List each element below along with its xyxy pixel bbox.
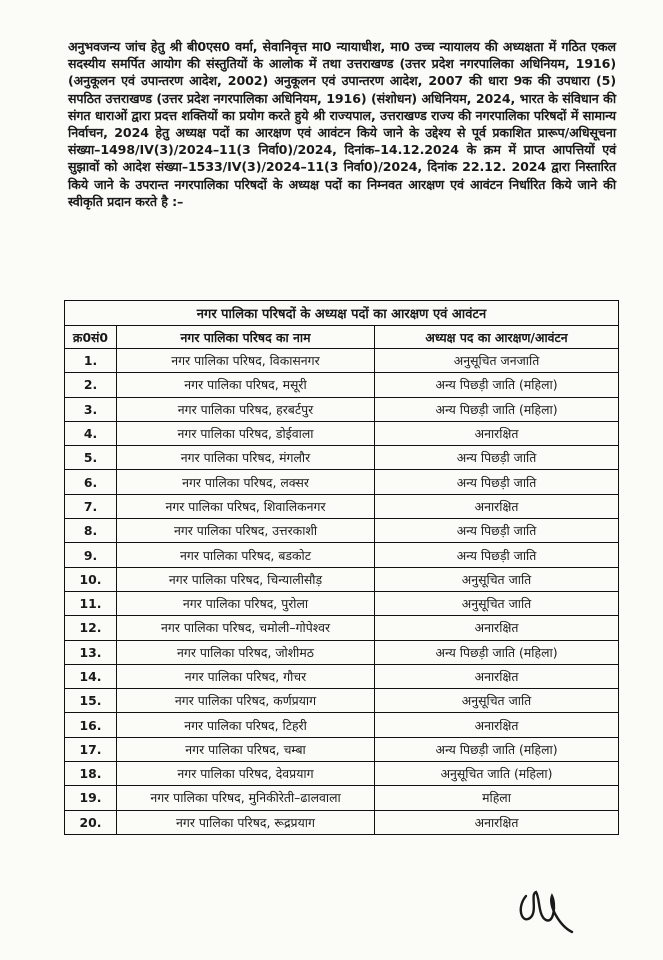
allocation-cell: अन्य पिछड़ी जाति (महिला): [375, 397, 619, 421]
table-row: [65, 810, 619, 834]
serial-cell: 9.: [65, 543, 117, 567]
allocation-cell: महिला: [375, 786, 619, 810]
serial-cell: 19.: [65, 786, 117, 810]
allocation-cell: अनारक्षित: [375, 494, 619, 518]
allocation-cell: अनुसूचित जाति: [375, 591, 619, 615]
allocation-cell: अन्य पिछड़ी जाति: [375, 470, 619, 494]
council-name-cell: नगर पालिका परिषद, जोशीमठ: [117, 640, 375, 664]
table-row: [65, 786, 619, 810]
allocation-cell: अन्य पिछड़ी जाति (महिला): [375, 373, 619, 397]
allocation-cell: अनुसूचित जाति (महिला): [375, 762, 619, 786]
table-row: [65, 421, 619, 445]
table-row: [65, 543, 619, 567]
allocation-table: [64, 300, 619, 835]
allocation-cell: अन्य पिछड़ी जाति: [375, 519, 619, 543]
allocation-cell: अनारक्षित: [375, 810, 619, 834]
serial-cell: 5.: [65, 446, 117, 470]
serial-cell: 2.: [65, 373, 117, 397]
allocation-cell: अनारक्षित: [375, 664, 619, 688]
header-allocation: अध्यक्ष पद का आरक्षण/आवंटन: [375, 326, 619, 349]
council-name-cell: नगर पालिका परिषद, चम्बा: [117, 737, 375, 761]
council-name-cell: नगर पालिका परिषद, गौचर: [117, 664, 375, 688]
serial-cell: 16.: [65, 713, 117, 737]
table-row: [65, 762, 619, 786]
council-name-cell: नगर पालिका परिषद, मंगलौर: [117, 446, 375, 470]
table-row: [65, 349, 619, 373]
council-name-cell: नगर पालिका परिषद, रूद्रप्रयाग: [117, 810, 375, 834]
table-row: [65, 616, 619, 640]
table-row: [65, 397, 619, 421]
serial-cell: 7.: [65, 494, 117, 518]
intro-paragraph: [68, 38, 616, 210]
serial-cell: 12.: [65, 616, 117, 640]
header-serial: क्र0सं0: [65, 326, 117, 349]
council-name-cell: नगर पालिका परिषद, कर्णप्रयाग: [117, 689, 375, 713]
allocation-cell: अनारक्षित: [375, 421, 619, 445]
allocation-cell: अनुसूचित जाति: [375, 567, 619, 591]
table-row: [65, 713, 619, 737]
allocation-cell: अन्य पिछड़ी जाति: [375, 446, 619, 470]
council-name-cell: नगर पालिका परिषद, चमोली–गोपेश्वर: [117, 616, 375, 640]
table-row: [65, 519, 619, 543]
serial-cell: 20.: [65, 810, 117, 834]
table-body: [65, 349, 619, 835]
allocation-cell: अनुसूचित जाति: [375, 689, 619, 713]
signature-icon: [512, 886, 580, 938]
council-name-cell: नगर पालिका परिषद, बडकोट: [117, 543, 375, 567]
serial-cell: 17.: [65, 737, 117, 761]
council-name-cell: नगर पालिका परिषद, पुरोला: [117, 591, 375, 615]
council-name-cell: नगर पालिका परिषद, देवप्रयाग: [117, 762, 375, 786]
serial-cell: 11.: [65, 591, 117, 615]
intro-text: अनुभवजन्य जांच हेतु श्री बी0एस0 वर्मा, सेवानिवृत्त मा0 न्यायाधीश, मा0 उच्च न्यायालय की अध्यक्षता में गठित एकल सदस्यीय समर्पित आयोग की संस्तुतियों के आलोक में तथा उत्तराखण्ड (उत्तर प्रदेश नगरपालिका अधिनियम, 1916) (अनुकूलन एवं उपान्तरण आदेश, 2002) अनुकूलन एवं उपान्तरण आदेश, 2007 की धारा 9क की उपधारा (5) सपठित उत्तराखण्ड (उत्तर प्रदेश नगरपालिका अधिनियम, 1916) (संशोधन) अधिनियम, 2024, भारत के संविधान की संगत धाराओं द्वारा प्रदत्त शक्तियों का प्रयोग करते हुये श्री राज्यपाल, उत्तराखण्ड राज्य की नगरपालिका परिषदों में सामान्य निर्वाचन, 2024 हेतु अध्यक्ष पदों का आरक्षण एवं आवंटन किये जाने के उद्देश्य से पूर्व प्रकाशित प्रारूप/अधिसूचना संख्या–1498/IV(3)/2024–11(3 निर्वा0)/2024, दिनांक–14.12.2024 के क्रम में प्राप्त आपत्तियों एवं सुझावों को आदेश संख्या–1533/IV(3)/2024–11(3 निर्वा0)/2024, दिनांक 22.12. 2024 द्वारा निस्तारित किये जाने के उपरान्त नगरपालिका परिषदों के अध्यक्ष पदों का निम्नवत आरक्षण एवं आवंटन निर्धारित किये जाने की स्वीकृति प्रदान करते है :–: [68, 39, 616, 209]
table-row: [65, 689, 619, 713]
table-row: [65, 470, 619, 494]
council-name-cell: नगर पालिका परिषद, टिहरी: [117, 713, 375, 737]
council-name-cell: नगर पालिका परिषद, उत्तरकाशी: [117, 519, 375, 543]
serial-cell: 6.: [65, 470, 117, 494]
council-name-cell: नगर पालिका परिषद, शिवालिकनगर: [117, 494, 375, 518]
serial-cell: 13.: [65, 640, 117, 664]
serial-cell: 1.: [65, 349, 117, 373]
table-row: [65, 446, 619, 470]
table-row: [65, 664, 619, 688]
table-row: [65, 373, 619, 397]
serial-cell: 3.: [65, 397, 117, 421]
allocation-cell: अन्य पिछड़ी जाति (महिला): [375, 640, 619, 664]
allocation-cell: अन्य पिछड़ी जाति: [375, 543, 619, 567]
table-caption: नगर पालिका परिषदों के अध्यक्ष पदों का आरक्षण एवं आवंटन: [65, 301, 619, 326]
table-row: [65, 494, 619, 518]
table-row: [65, 640, 619, 664]
serial-cell: 10.: [65, 567, 117, 591]
council-name-cell: नगर पालिका परिषद, लक्सर: [117, 470, 375, 494]
allocation-cell: अनुसूचित जनजाति: [375, 349, 619, 373]
serial-cell: 8.: [65, 519, 117, 543]
serial-cell: 14.: [65, 664, 117, 688]
table-row: [65, 737, 619, 761]
serial-cell: 15.: [65, 689, 117, 713]
table-row: [65, 591, 619, 615]
council-name-cell: नगर पालिका परिषद, मुनिकीरेती–ढालवाला: [117, 786, 375, 810]
allocation-cell: अनारक्षित: [375, 616, 619, 640]
council-name-cell: नगर पालिका परिषद, विकासनगर: [117, 349, 375, 373]
council-name-cell: नगर पालिका परिषद, हरबर्टपुर: [117, 397, 375, 421]
allocation-cell: अनारक्षित: [375, 713, 619, 737]
council-name-cell: नगर पालिका परिषद, डोईवाला: [117, 421, 375, 445]
table-row: [65, 567, 619, 591]
council-name-cell: नगर पालिका परिषद, मसूरी: [117, 373, 375, 397]
allocation-cell: अन्य पिछड़ी जाति (महिला): [375, 737, 619, 761]
serial-cell: 4.: [65, 421, 117, 445]
council-name-cell: नगर पालिका परिषद, चिन्यालीसौड़: [117, 567, 375, 591]
serial-cell: 18.: [65, 762, 117, 786]
header-council-name: नगर पालिका परिषद का नाम: [117, 326, 375, 349]
